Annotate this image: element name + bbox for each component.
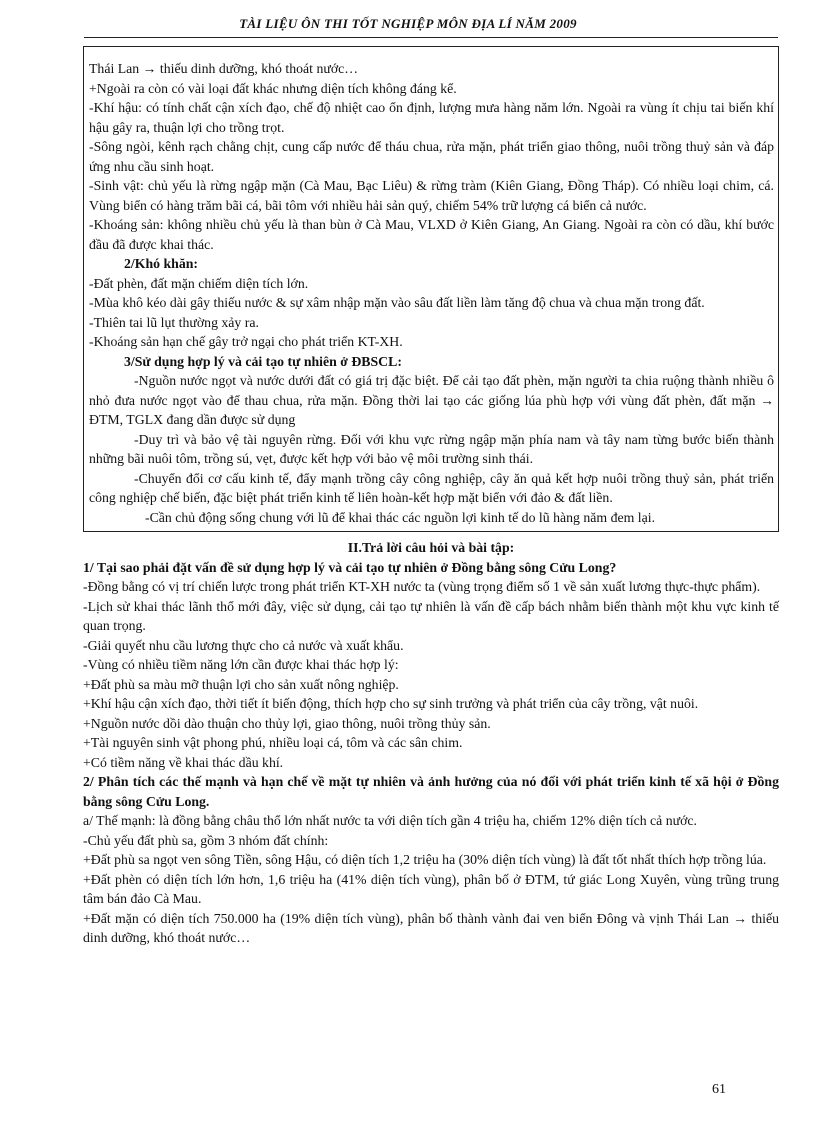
paragraph: -Thiên tai lũ lụt thường xảy ra. (89, 314, 259, 330)
page-header: TÀI LIỆU ÔN THI TỐT NGHIỆP MÔN ĐỊA LÍ NĂM 2009 (239, 16, 577, 31)
paragraph: +Có tiềm năng về khai thác dầu khí. (83, 754, 284, 770)
paragraph: +Đất phù sa ngọt ven sông Tiền, sông Hậu, có diện tích 1,2 triệu ha (30% diện tích vùng) là đất tốt nhất thích hợp trồng lúa. (83, 852, 767, 867)
paragraph: -Đất phèn, đất mặn chiếm diện tích lớn. (89, 275, 309, 291)
paragraph: +Ngoài ra còn có vài loại đất khác nhưng diện tích không đáng kể. (89, 80, 457, 96)
paragraph: -Chuyển đổi cơ cấu kinh tế, đẩy mạnh trồng cây công nghiệp, cây ăn quả kết hợp nuôi trồng thuỷ sản, phát triển công nghiệp chế biến, đặc biệt phát triển kinh tế liên hoàn-kết hợp mặt biển với đảo & đất liền. (89, 470, 774, 505)
page-number: 61 (712, 1082, 726, 1097)
paragraph: -Khoáng sản hạn chế gây trở ngại cho phát triển KT-XH. (89, 334, 403, 349)
paragraph: -Chủ yếu đất phù sa, gồm 3 nhóm đất chính: (83, 832, 329, 848)
header-rule (84, 37, 778, 38)
paragraph: -Vùng có nhiều tiềm năng lớn cần được khai thác hợp lý: (83, 657, 399, 672)
paragraph: Thái Lan → thiếu dinh dưỡng, khó thoát nước… (89, 61, 359, 76)
paragraph: +Tài nguyên sinh vật phong phú, nhiều loại cá, tôm và các sân chim. (83, 735, 463, 750)
paragraph: a/ Thế mạnh: là đồng bằng châu thổ lớn nhất nước ta với diện tích gần 4 triệu ha, chiếm 12% diện tích cả nước. (83, 813, 697, 828)
paragraph: -Giải quyết nhu cầu lương thực cho cả nước và xuất khẩu. (83, 637, 404, 653)
paragraph: +Đất phù sa màu mỡ thuận lợi cho sản xuất nông nghiệp. (83, 676, 399, 692)
paragraph: -Đồng bằng có vị trí chiến lược trong phát triển KT-XH nước ta (vùng trọng điểm số 1 về sản xuất lương thực-thực phẩm). (83, 579, 761, 594)
paragraph: -Khí hậu: có tính chất cận xích đạo, chế độ nhiệt cao ổn định, lượng mưa hàng năm lớn. Ngoài ra vùng ít chịu tai biến khí hậu gây ra, thuận lợi cho trồng trọt. (89, 100, 774, 135)
question-1: 1/ Tại sao phải đặt vấn đề sử dụng hợp lý và cải tạo tự nhiên ở Đồng bằng sông Cửu Long? (83, 559, 617, 575)
paragraph: +Đất mặn có diện tích 750.000 ha (19% diện tích vùng), phân bố thành vành đai ven biển Đông và vịnh Thái Lan → thiếu dinh dưỡng, khó thoát nước… (83, 910, 779, 945)
paragraph: -Khoáng sản: không nhiều chủ yếu là than bùn ở Cà Mau, VLXD ở Kiên Giang, An Giang. Ngoài ra còn có dầu, khí bước đầu đã được khai thác. (89, 217, 774, 252)
paragraph: -Cần chủ động sống chung với lũ để khai thác các nguồn lợi kinh tế do lũ hàng năm đem lại. (145, 509, 656, 525)
paragraph: -Lịch sử khai thác lãnh thổ mới đây, việc sử dụng, cải tạo tự nhiên là vấn đề cấp bách nhằm biến thành một khu vực kinh tế quan trọng. (83, 598, 779, 633)
paragraph: +Khí hậu cận xích đạo, thời tiết ít biến động, thích hợp cho sự sinh trưởng và phát triển của cây trồng, vật nuôi. (83, 696, 699, 711)
question-2: 2/ Phân tích các thế mạnh và hạn chế về mặt tự nhiên và ảnh hưởng của nó đối với phát triển kinh tế xã hội ở Đồng bằng sông Cửu Long. (83, 774, 779, 809)
paragraph: +Nguồn nước dồi dào thuận cho thủy lợi, giao thông, nuôi trồng thủy sản. (83, 715, 491, 731)
paragraph: -Mùa khô kéo dài gây thiếu nước & sự xâm nhập mặn vào sâu đất liền làm tăng độ chua và chua mặn trong đất. (89, 295, 705, 310)
paragraph: -Duy trì và bảo vệ tài nguyên rừng. Đối với khu vực rừng ngập mặn phía nam và tây nam từng bước biến thành những bãi nuôi tôm, trồng sú, vẹt, được kết hợp với bảo vệ môi trường sinh thái. (89, 431, 774, 466)
paragraph: +Đất phèn có diện tích lớn hơn, 1,6 triệu ha (41% diện tích vùng), phân bố ở ĐTM, tứ giác Long Xuyên, vùng trũng trung tâm bán đảo Cà Mau. (83, 871, 779, 906)
difficulties-heading: 2/Khó khăn: (124, 256, 198, 271)
usage-heading: 3/Sử dụng hợp lý và cải tạo tự nhiên ở ĐBSCL: (124, 353, 402, 369)
paragraph: -Nguồn nước ngọt và nước dưới đất có giá trị đặc biệt. Để cải tạo đất phèn, mặn người ta chia ruộng thành nhiều ô nhỏ đưa nước ngọt vào để thau chua, rửa mặn. Đồng thời lai tạo các giống lúa phù hợp với vùng đất phèn, đất mặn → ĐTM, TGLX đang dần được sử dụng (89, 373, 774, 427)
bordered-box (83, 46, 779, 532)
paragraph: -Sinh vật: chủ yếu là rừng ngập mặn (Cà Mau, Bạc Liêu) & rừng tràm (Kiên Giang, Đồng Tháp). Có nhiều loại chim, cá. Vùng biển có hàng trăm bãi cá, bãi tôm với nhiều hải sản quý, chiếm 54% trữ lượng cá biển cả nước. (89, 178, 774, 213)
section-title: II.Trả lời câu hỏi và bài tập: (347, 540, 515, 555)
page-content (83, 46, 779, 948)
paragraph: -Sông ngòi, kênh rạch chằng chịt, cung cấp nước để tháu chua, rửa mặn, phát triển giao thông, nuôi trồng thuỷ sản và đáp ứng nhu cầu sinh hoạt. (89, 139, 774, 174)
